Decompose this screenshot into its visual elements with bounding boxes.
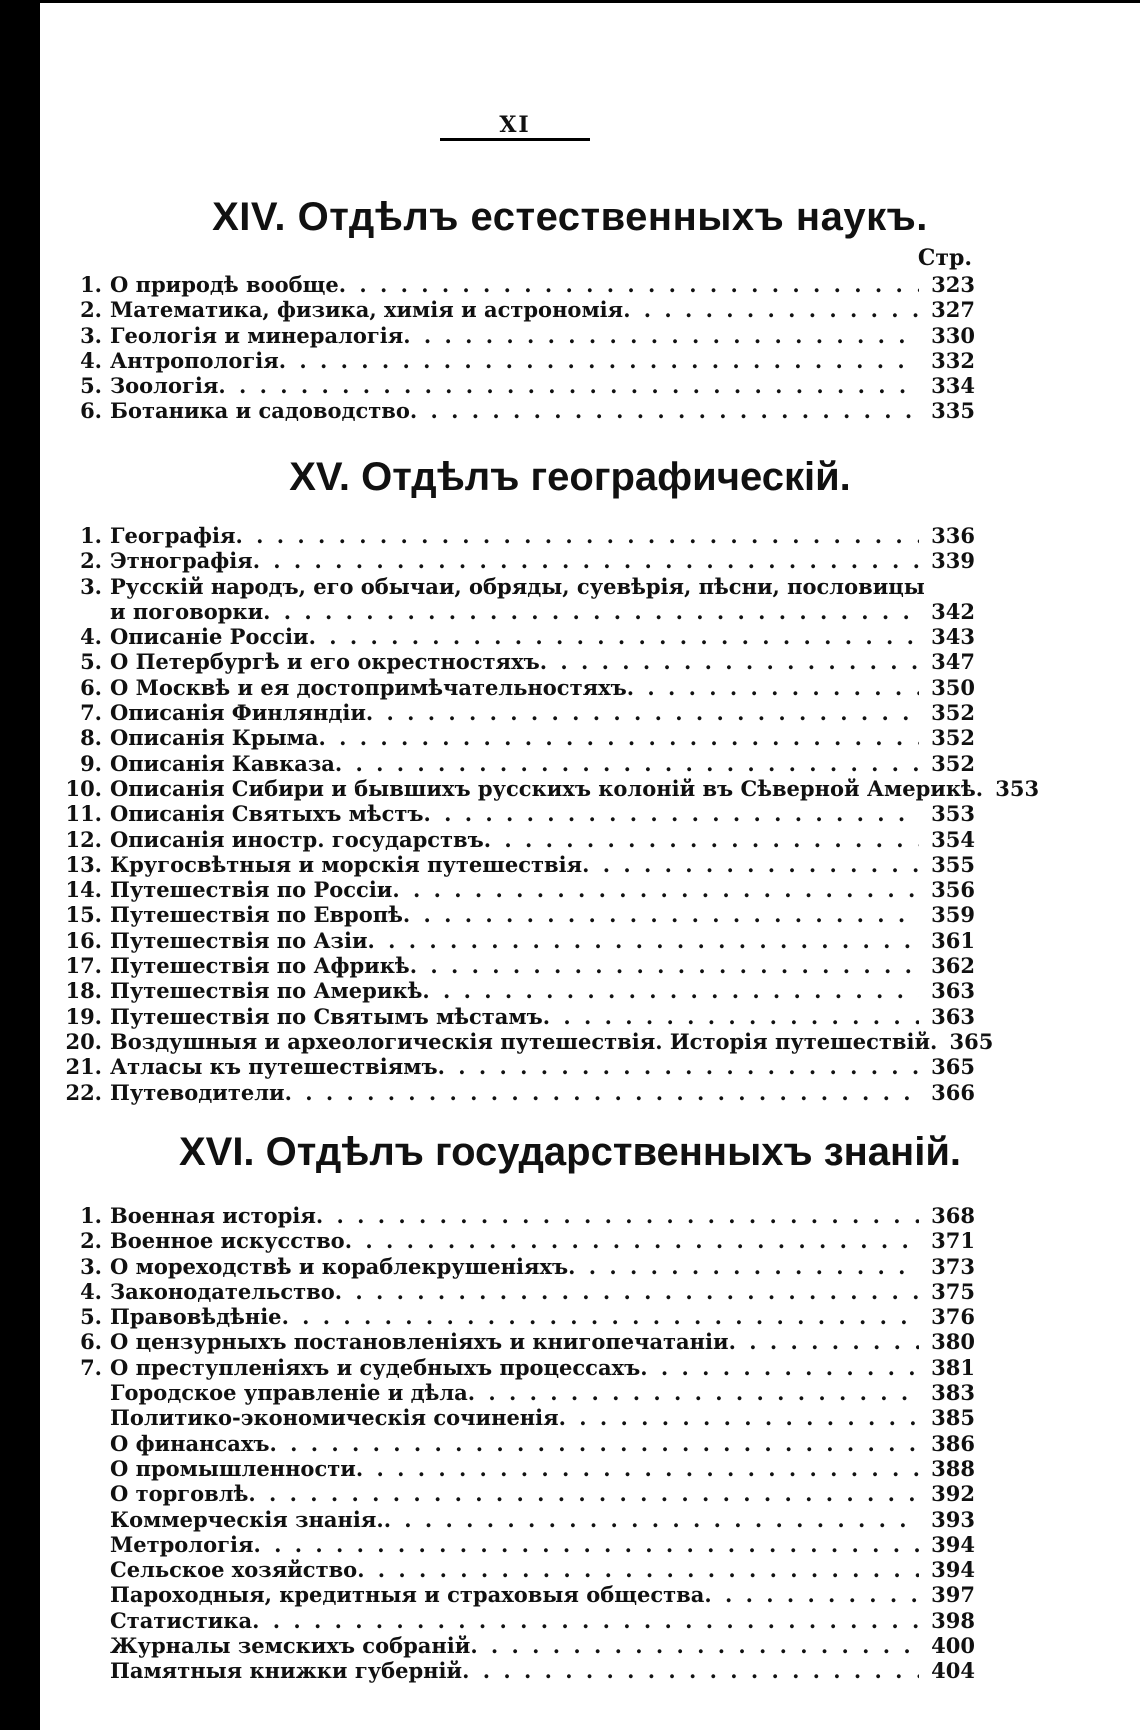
toc-entry-number: 16. [65, 927, 102, 953]
dot-leader [384, 1507, 919, 1532]
dot-leader [252, 1608, 919, 1633]
toc-entry-page: 356 [931, 877, 975, 903]
toc-entry-number: 13. [65, 851, 102, 877]
toc-entry-title: Памятныя книжки губерній [110, 1658, 463, 1684]
toc-entry-page: 394 [931, 1531, 975, 1557]
toc-entry-title: Описанія Святыхъ мѣстъ [110, 801, 424, 827]
toc-entry-number: 11. [65, 801, 102, 827]
toc-entry [60, 1080, 975, 1105]
toc-entry [60, 1431, 975, 1456]
toc-entry-title: Воздушныя и археологическія путешествія. Исторія путешествій. [110, 1028, 938, 1054]
toc-entry-page: 350 [931, 674, 975, 700]
toc-entry-page: 394 [931, 1557, 975, 1583]
dot-leader [282, 1304, 919, 1329]
dot-leader [410, 953, 919, 978]
toc-entry [60, 1456, 975, 1481]
toc-entry-number: 3. [80, 322, 102, 348]
toc-entry-number: 3. [80, 1253, 102, 1279]
toc-entry [60, 1507, 975, 1532]
toc-entry [60, 1304, 975, 1329]
toc-entry-page: 352 [931, 700, 975, 726]
toc-entry-number: 15. [65, 902, 102, 928]
dot-leader [484, 827, 919, 852]
toc-entry-title: Законодательство [110, 1278, 335, 1304]
dot-leader [582, 852, 919, 877]
toc-entry-title: Политико-экономическія сочиненія [110, 1405, 559, 1431]
toc-entry-title: Путешествія по Россіи [110, 877, 393, 903]
toc-list-xvi [60, 1203, 975, 1684]
toc-entry-number: 14. [65, 877, 102, 903]
toc-entry [60, 348, 975, 373]
toc-entry [60, 751, 975, 776]
toc-entry-title: Этнографія [110, 548, 253, 574]
toc-entry [60, 953, 975, 978]
toc-entry-title: Географія [110, 523, 236, 548]
toc-entry-title: Описаніе Россіи [110, 624, 309, 650]
toc-entry-page: 380 [931, 1329, 975, 1355]
toc-entry-page: 323 [931, 272, 975, 297]
toc-entry-page: 376 [931, 1304, 975, 1330]
toc-entry-page: 363 [931, 1003, 975, 1029]
toc-entry [60, 1329, 975, 1354]
toc-entry [60, 1658, 975, 1683]
toc-entry-title: Путешествія по Европѣ [110, 902, 403, 928]
toc-entry-page: 343 [931, 624, 975, 650]
toc-entry-title: Математика, физика, химія и астрономія [110, 297, 624, 323]
toc-entry-page: 327 [931, 297, 975, 323]
dot-leader [345, 1228, 919, 1253]
page-column-label: Стр. [917, 245, 972, 271]
dot-leader [470, 1633, 919, 1658]
toc-entry-page: 366 [931, 1079, 975, 1105]
dot-leader [319, 725, 920, 750]
toc-entry-title: Коммерческія знанія. [110, 1506, 384, 1532]
toc-entry-title: Путешествія по Африкѣ [110, 953, 410, 979]
toc-entry [60, 700, 975, 725]
toc-entry [60, 725, 975, 750]
toc-entry-page: 383 [931, 1380, 975, 1406]
toc-entry-title: Путеводители [110, 1079, 285, 1105]
dot-leader [366, 700, 919, 725]
dot-leader [248, 1481, 919, 1506]
dot-leader [422, 978, 919, 1003]
dot-leader [540, 649, 919, 674]
toc-entry [60, 272, 975, 297]
toc-entry-title: Описанія Сибири и бывшихъ русскихъ колоній въ Сѣверной Америкѣ. [110, 775, 984, 801]
toc-entry [60, 852, 975, 877]
toc-entry-title: Городское управленіе и дѣла [110, 1380, 468, 1406]
toc-entry [60, 523, 975, 548]
toc-entry-page: 362 [931, 953, 975, 979]
toc-entry-page: 385 [931, 1405, 975, 1431]
toc-entry-number: 12. [65, 826, 102, 852]
toc-entry [60, 827, 975, 852]
toc-entry [60, 1582, 975, 1607]
section-heading-xiv: XIV. Отдѣлъ естественныхъ наукъ. [212, 195, 928, 239]
toc-entry-page: 353 [931, 801, 975, 827]
toc-entry-number: 17. [65, 953, 102, 979]
toc-entry-number: 7. [80, 700, 102, 726]
toc-entry-title: Кругосвѣтныя и морскія путешествія [110, 851, 583, 877]
toc-entry [60, 1557, 975, 1582]
toc-entry-page: 388 [931, 1455, 975, 1481]
dot-leader [253, 1532, 919, 1557]
toc-entry-title: Сельское хозяйство [110, 1557, 358, 1583]
toc-entry-number: 5. [80, 1304, 102, 1330]
dot-leader [357, 1557, 919, 1582]
toc-entry [60, 1004, 975, 1029]
dot-leader [468, 1380, 919, 1405]
dot-leader [285, 1080, 919, 1105]
toc-entry-title: Описанія иностр. государствъ [110, 826, 484, 852]
dot-leader [339, 272, 919, 297]
toc-entry [60, 1355, 975, 1380]
toc-entry-title: Описанія Крыма [110, 725, 319, 751]
toc-entry-page: 355 [931, 851, 975, 877]
toc-entry [60, 1254, 975, 1279]
toc-entry-page: 354 [931, 826, 975, 852]
toc-entry-title: О мореходствѣ и кораблекрушеніяхъ [110, 1253, 569, 1279]
toc-entry-page: 381 [931, 1354, 975, 1380]
toc-entry [60, 574, 975, 599]
toc-entry [60, 978, 975, 1003]
dot-leader [316, 1203, 919, 1228]
dot-leader [218, 373, 919, 398]
scan-margin-bar [0, 0, 40, 1730]
toc-entry-title: О финансахъ [110, 1430, 270, 1456]
toc-entry-page: 359 [931, 902, 975, 928]
toc-entry-page: 365 [949, 1028, 994, 1054]
toc-entry-page: 352 [931, 750, 975, 776]
toc-entry-page: 371 [931, 1228, 975, 1254]
toc-entry-title: Путешествія по Святымъ мѣстамъ [110, 1003, 543, 1029]
dot-leader [270, 1431, 920, 1456]
toc-entry-number: 22. [65, 1079, 102, 1105]
dot-leader [640, 1355, 919, 1380]
toc-entry-number: 7. [80, 1354, 102, 1380]
toc-entry-page: 386 [931, 1430, 975, 1456]
toc-entry-page: 368 [931, 1203, 975, 1228]
toc-entry-number: 5. [80, 373, 102, 399]
toc-entry-page: 363 [931, 978, 975, 1004]
dot-leader [335, 751, 919, 776]
toc-entry-title-continued: и поговорки [110, 598, 264, 624]
toc-entry [60, 624, 975, 649]
toc-entry [60, 373, 975, 398]
toc-entry-title: О цензурныхъ постановленіяхъ и книгопечатаніи [110, 1329, 729, 1355]
toc-entry-number: 1. [80, 523, 102, 548]
toc-entry-page: 361 [931, 927, 975, 953]
toc-entry-title: Путешествія по Азіи [110, 927, 368, 953]
toc-entry [60, 1279, 975, 1304]
toc-entry-number: 9. [80, 750, 102, 776]
toc-entry-page: 347 [931, 649, 975, 675]
toc-entry [60, 1203, 975, 1228]
dot-leader [263, 599, 919, 624]
toc-entry-title: О преступленіяхъ и судебныхъ процессахъ [110, 1354, 641, 1380]
toc-entry-number: 2. [80, 297, 102, 323]
toc-entry [60, 902, 975, 927]
toc-entry [60, 1228, 975, 1253]
toc-entry-title: Антропологія [110, 347, 279, 373]
toc-entry-number: 4. [80, 347, 102, 373]
toc-entry-page: 335 [931, 398, 975, 424]
dot-leader [410, 398, 919, 423]
toc-entry-page: 365 [931, 1054, 975, 1080]
toc-entry-page: 400 [931, 1633, 975, 1659]
toc-entry-page: 352 [931, 725, 975, 751]
toc-entry [60, 649, 975, 674]
page-number: XI [499, 112, 531, 138]
toc-entry-title: Описанія Кавказа [110, 750, 335, 776]
dot-leader [403, 323, 919, 348]
dot-leader [356, 1456, 919, 1481]
toc-entry-number: 4. [80, 624, 102, 650]
toc-entry [60, 1405, 975, 1430]
toc-entry-title: Описанія Финляндіи [110, 700, 366, 726]
toc-entry-title: Метрологія [110, 1531, 254, 1557]
toc-entry [60, 1608, 975, 1633]
toc-entry-page: 392 [931, 1481, 975, 1507]
toc-entry [60, 801, 975, 826]
toc-entry-title: Пароходныя, кредитныя и страховыя общества [110, 1582, 705, 1608]
section-heading-xvi: XVI. Отдѣлъ государственныхъ знаній. [178, 1130, 962, 1174]
toc-entry-page: 332 [931, 347, 975, 373]
toc-entry [60, 1380, 975, 1405]
toc-entry-number: 18. [65, 978, 102, 1004]
toc-entry-number: 2. [80, 548, 102, 574]
toc-entry-page: 334 [931, 373, 975, 399]
toc-entry-continuation [60, 599, 975, 624]
toc-entry [60, 1532, 975, 1557]
toc-entry-number: 8. [80, 725, 102, 751]
toc-entry-number: 5. [80, 649, 102, 675]
toc-entry-title: Военная исторія [110, 1203, 316, 1228]
toc-entry-page: 393 [931, 1506, 975, 1532]
dot-leader [627, 675, 919, 700]
toc-entry [60, 1633, 975, 1658]
toc-entry-title: Статистика [110, 1607, 253, 1633]
toc-list-xv [60, 523, 1040, 1105]
toc-entry-title: О Москвѣ и ея достопримѣчательностяхъ [110, 674, 627, 700]
dot-leader [729, 1329, 919, 1354]
toc-entry-number: 1. [80, 1203, 102, 1228]
dot-leader [279, 348, 919, 373]
toc-entry-title: Зоологія [110, 373, 219, 399]
toc-entry-number: 6. [80, 1329, 102, 1355]
toc-entry-number: 6. [80, 398, 102, 424]
toc-entry-page: 330 [931, 322, 975, 348]
toc-entry-title: Русскій народъ, его обычаи, обряды, суевѣрія, пѣсни, пословицы [110, 573, 925, 599]
dot-leader [368, 928, 919, 953]
toc-entry [60, 675, 975, 700]
toc-entry [60, 1054, 975, 1079]
dot-leader [438, 1054, 919, 1079]
toc-entry [60, 323, 975, 348]
toc-entry-page: 404 [931, 1658, 975, 1684]
toc-entry-page: 397 [931, 1582, 975, 1608]
toc-entry-page: 375 [931, 1278, 975, 1304]
toc-entry-page: 398 [931, 1607, 975, 1633]
toc-entry-page: 342 [931, 598, 975, 624]
toc-entry-title: Журналы земскихъ собраній [110, 1633, 471, 1659]
toc-entry-title: Геологія и минералогія [110, 322, 404, 348]
toc-entry-number: 20. [65, 1028, 102, 1054]
toc-entry-title: О торговлѣ [110, 1481, 249, 1507]
toc-entry-title: Атласы къ путешествіямъ [110, 1054, 438, 1080]
toc-entry-number: 1. [80, 272, 102, 297]
dot-leader [704, 1582, 919, 1607]
toc-entry [60, 877, 975, 902]
toc-entry-number: 3. [80, 573, 102, 599]
toc-entry-number: 10. [65, 775, 102, 801]
dot-leader [392, 877, 919, 902]
toc-entry-title: Военное искусство [110, 1228, 345, 1254]
toc-entry-number: 19. [65, 1003, 102, 1029]
dot-leader [462, 1658, 919, 1683]
dot-leader [623, 297, 919, 322]
scan-top-edge [40, 0, 1140, 3]
toc-entry-page: 336 [931, 523, 975, 548]
toc-entry-page: 353 [995, 775, 1040, 801]
toc-entry [60, 928, 975, 953]
toc-entry-number: 4. [80, 1278, 102, 1304]
toc-entry [60, 775, 1040, 801]
dot-leader [309, 624, 919, 649]
toc-entry-page: 339 [931, 548, 975, 574]
toc-list-xiv [60, 272, 975, 424]
dot-leader [403, 902, 919, 927]
dot-leader [335, 1279, 919, 1304]
toc-entry-title: Путешествія по Америкѣ [110, 978, 423, 1004]
dot-leader [253, 548, 919, 573]
toc-entry [60, 1028, 994, 1054]
toc-entry-number: 6. [80, 674, 102, 700]
dot-leader [568, 1254, 919, 1279]
toc-entry-page: 373 [931, 1253, 975, 1279]
toc-entry [60, 1481, 975, 1506]
page-number-rule [440, 138, 590, 141]
toc-entry [60, 297, 975, 322]
dot-leader [235, 523, 919, 548]
toc-entry-number: 2. [80, 1228, 102, 1254]
toc-entry-title: Ботаника и садоводство [110, 398, 410, 424]
section-heading-xv: XV. Отдѣлъ географическій. [289, 455, 851, 499]
dot-leader [543, 1004, 919, 1029]
toc-entry-title: О Петербургѣ и его окрестностяхъ [110, 649, 540, 675]
toc-entry [60, 548, 975, 573]
dot-leader [424, 801, 919, 826]
toc-entry-number: 21. [65, 1054, 102, 1080]
toc-entry-title: О природѣ вообще [110, 272, 339, 297]
toc-entry-title: О промышленности [110, 1455, 356, 1481]
toc-entry-title: Правовѣдѣніе [110, 1304, 282, 1330]
toc-entry [60, 398, 975, 423]
dot-leader [559, 1405, 919, 1430]
